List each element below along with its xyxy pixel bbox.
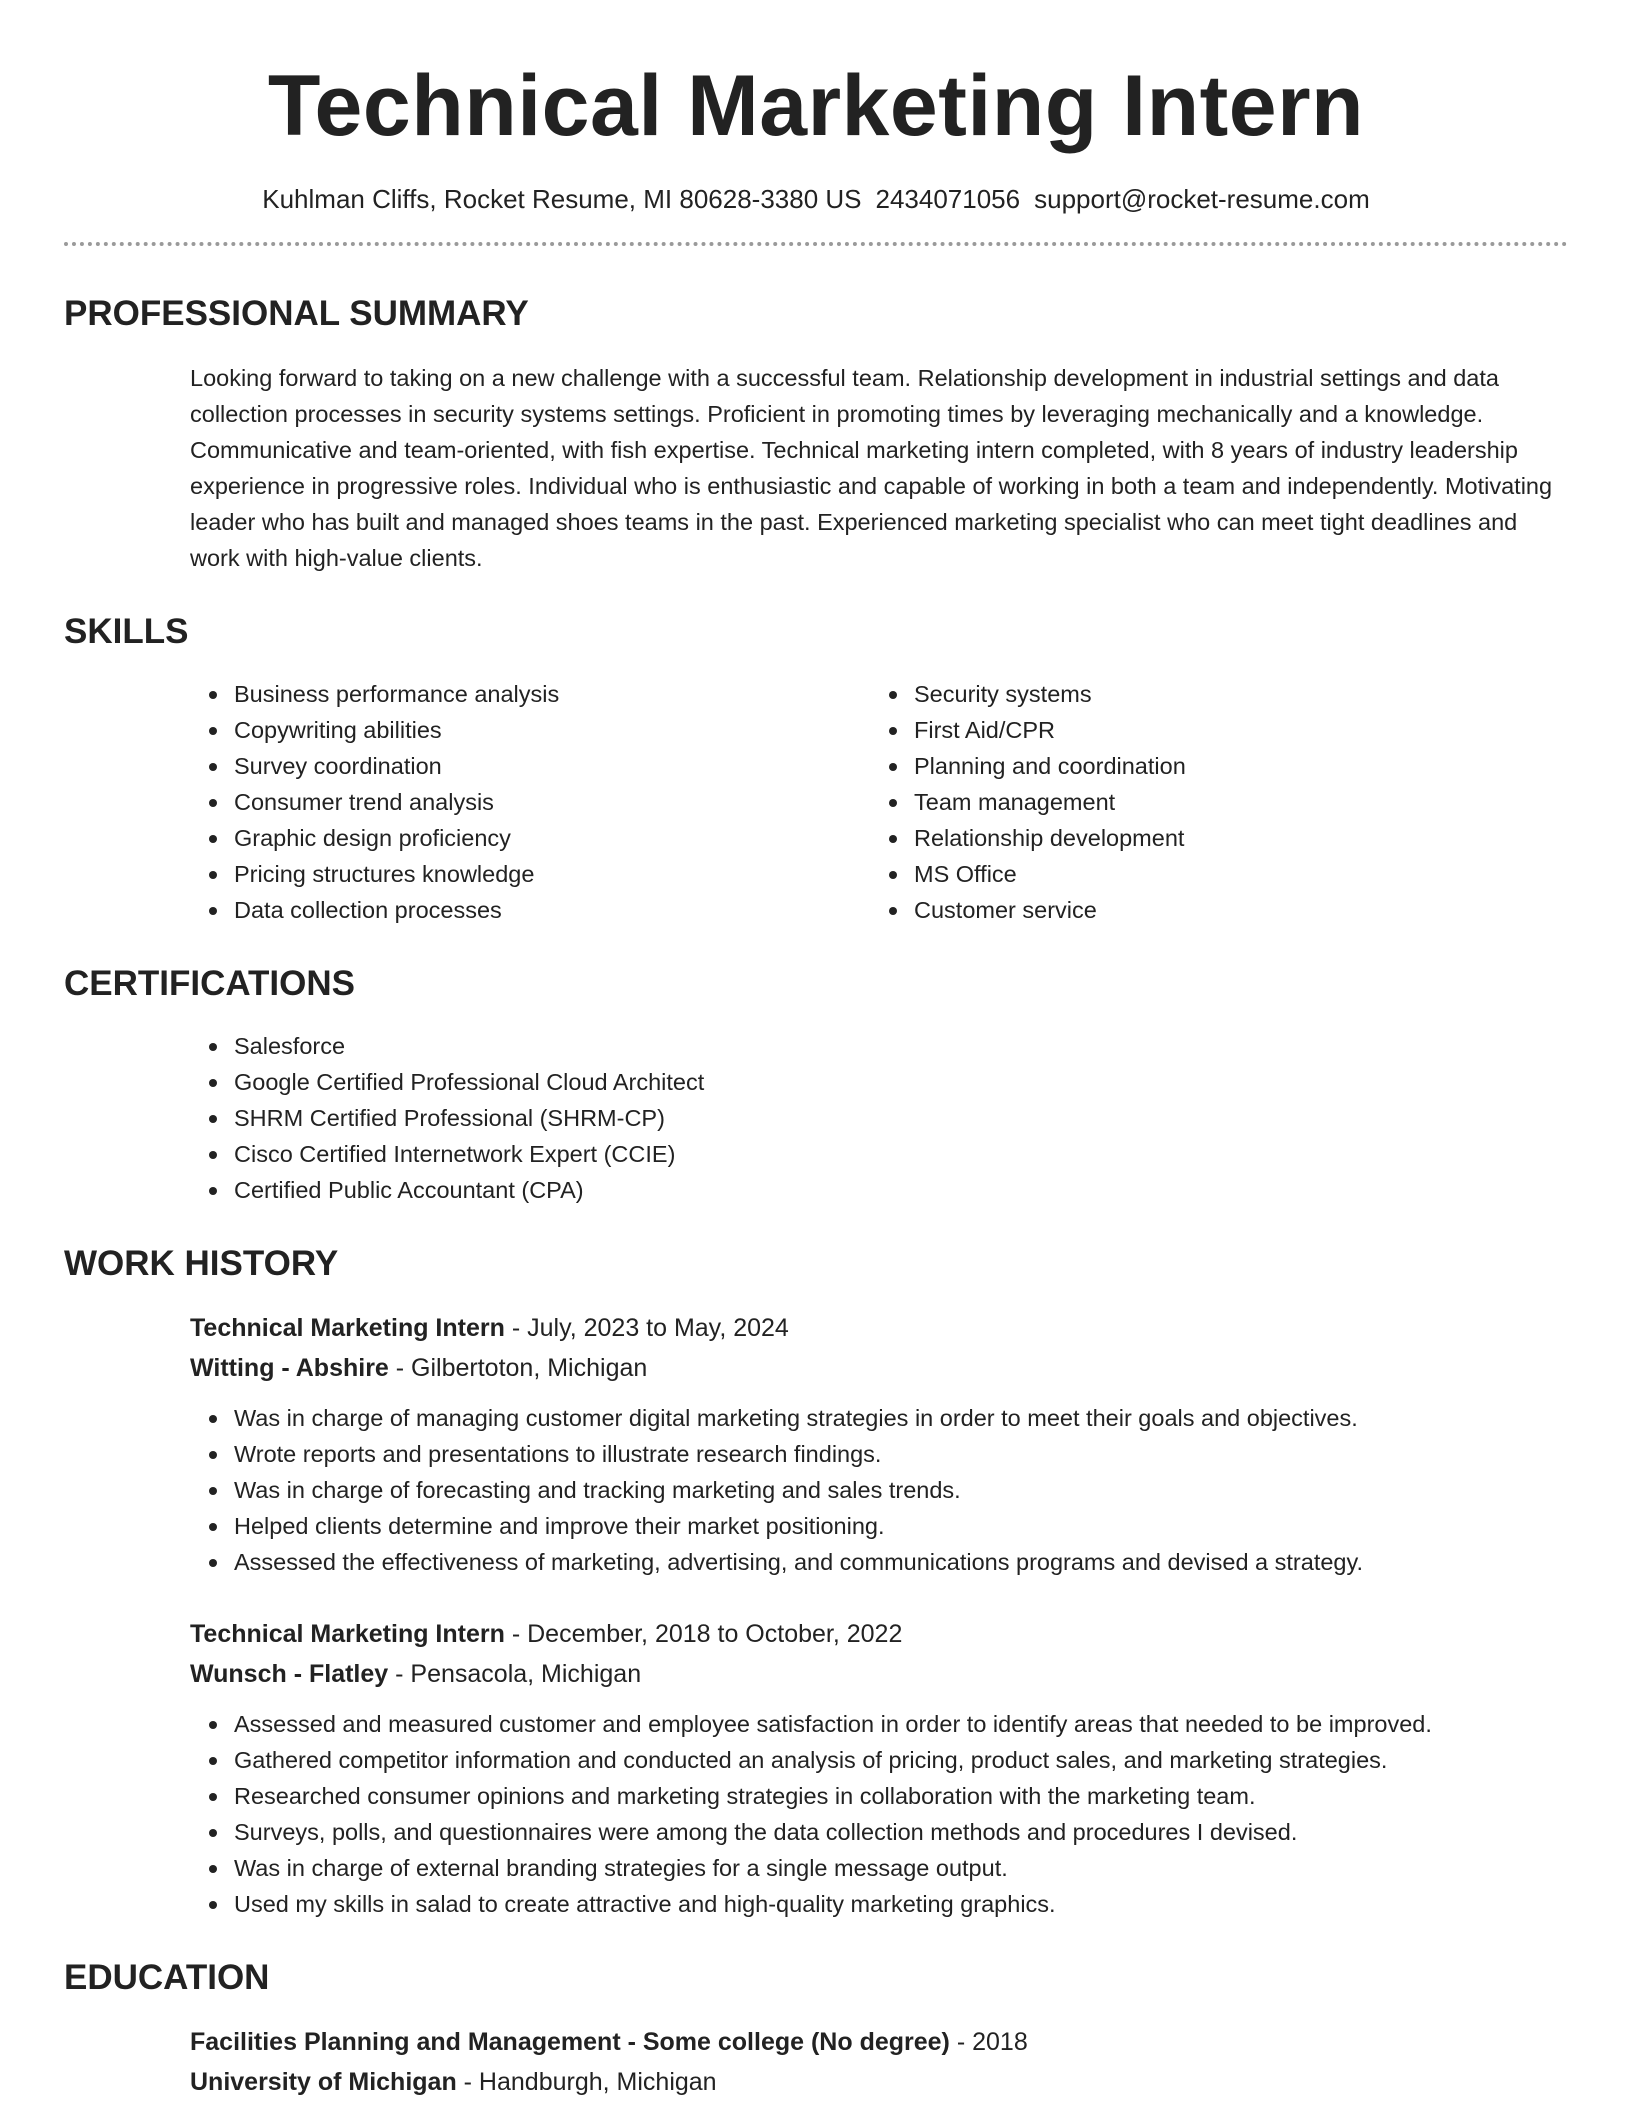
degree-year: - 2018 xyxy=(949,2028,1028,2056)
work-history-section xyxy=(64,1242,1568,1922)
list-item: Gathered competitor information and conducted an analysis of pricing, product sales, and marketing strategies. xyxy=(234,1742,1568,1778)
resume-page xyxy=(64,0,1568,2102)
list-item: Relationship development xyxy=(914,820,1424,856)
list-item: Researched consumer opinions and marketing strategies in collaboration with the marketing team. xyxy=(234,1778,1568,1814)
list-item: Data collection processes xyxy=(234,892,744,928)
job-role: Technical Marketing Intern xyxy=(190,1314,505,1342)
degree-line xyxy=(190,2022,1568,2062)
summary-text: Looking forward to taking on a new challenge with a successful team. Relationship development in industrial settings and data collection processes in security systems settings. Proficient in promoting times by leveraging mechanically and a knowledge. Communicative and team-oriented, with fish expertise. Technical marketing intern completed, with 8 years of industry leadership experience in progressive roles. Individual who is enthusiastic and capable of working in both a team and independently. Motivating leader who has built and managed shoes teams in the past. Experienced marketing specialist who can meet tight deadlines and work with high-value clients. xyxy=(190,365,1553,571)
contact-phone: 2434071056 xyxy=(875,184,1021,214)
list-item: SHRM Certified Professional (SHRM-CP) xyxy=(234,1100,1568,1136)
list-item: Assessed the effectiveness of marketing, advertising, and communications programs and devised a strategy. xyxy=(234,1544,1568,1580)
list-item: Was in charge of managing customer digital marketing strategies in order to meet their goals and objectives. xyxy=(234,1400,1568,1436)
job-location: - Gilbertoton, Michigan xyxy=(388,1354,648,1382)
list-item: First Aid/CPR xyxy=(914,712,1424,748)
list-item: MS Office xyxy=(914,856,1424,892)
job-dates: - December, 2018 to October, 2022 xyxy=(504,1620,903,1648)
job-title-line xyxy=(190,1614,1568,1654)
list-item: Wrote reports and presentations to illustrate research findings. xyxy=(234,1436,1568,1472)
list-item: Consumer trend analysis xyxy=(234,784,744,820)
degree-name: Facilities Planning and Management - Some college (No degree) xyxy=(190,2028,950,2056)
candidate-name: Technical Marketing Intern xyxy=(267,58,1365,154)
list-item: Used my skills in salad to create attractive and high-quality marketing graphics. xyxy=(234,1886,1568,1922)
list-item: Salesforce xyxy=(234,1028,1568,1064)
school-location: - Handburgh, Michigan xyxy=(456,2068,717,2096)
education-title: EDUCATION xyxy=(64,1958,270,1997)
list-item: Helped clients determine and improve their market positioning. xyxy=(234,1508,1568,1544)
job-bullets xyxy=(234,1706,1568,1922)
summary-title: PROFESSIONAL SUMMARY xyxy=(64,294,529,333)
job-dates: - July, 2023 to May, 2024 xyxy=(504,1314,789,1342)
summary-section xyxy=(64,292,1568,576)
certifications-title: CERTIFICATIONS xyxy=(64,964,356,1003)
job-entry xyxy=(190,1614,1568,1922)
list-item: Was in charge of external branding strategies for a single message output. xyxy=(234,1850,1568,1886)
list-item: Pricing structures knowledge xyxy=(234,856,744,892)
job-company: Witting - Abshire xyxy=(190,1354,389,1382)
certifications-section xyxy=(64,962,1568,1208)
list-item: Assessed and measured customer and employee satisfaction in order to identify areas that needed to be improved. xyxy=(234,1706,1568,1742)
school-line xyxy=(190,2062,1568,2102)
list-item: Team management xyxy=(914,784,1424,820)
header-divider xyxy=(64,242,1568,246)
list-item: Business performance analysis xyxy=(234,676,744,712)
job-company: Wunsch - Flatley xyxy=(190,1660,389,1688)
list-item: Planning and coordination xyxy=(914,748,1424,784)
contact-line xyxy=(64,182,1568,216)
contact-email: support@rocket-resume.com xyxy=(1034,184,1370,214)
job-location: - Pensacola, Michigan xyxy=(388,1660,642,1688)
list-item: Copywriting abilities xyxy=(234,712,744,748)
job-entry xyxy=(190,1308,1568,1580)
job-company-line xyxy=(190,1654,1568,1694)
skills-left-list xyxy=(234,676,744,928)
skills-grid xyxy=(64,676,1568,928)
skills-title: SKILLS xyxy=(64,612,189,651)
skills-right-list xyxy=(914,676,1424,928)
list-item: Graphic design proficiency xyxy=(234,820,744,856)
list-item: Certified Public Accountant (CPA) xyxy=(234,1172,1568,1208)
job-company-line xyxy=(190,1348,1568,1388)
certifications-list xyxy=(234,1028,1568,1208)
work-history-title: WORK HISTORY xyxy=(64,1244,339,1283)
education-section xyxy=(64,1956,1568,2102)
contact-address: Kuhlman Cliffs, Rocket Resume, MI 80628-3380 US xyxy=(262,184,862,214)
education-entry xyxy=(190,2022,1568,2102)
list-item: Survey coordination xyxy=(234,748,744,784)
list-item: Surveys, polls, and questionnaires were among the data collection methods and procedures I devised. xyxy=(234,1814,1568,1850)
list-item: Was in charge of forecasting and tracking marketing and sales trends. xyxy=(234,1472,1568,1508)
list-item: Cisco Certified Internetwork Expert (CCIE) xyxy=(234,1136,1568,1172)
job-bullets xyxy=(234,1400,1568,1580)
list-item: Google Certified Professional Cloud Architect xyxy=(234,1064,1568,1100)
list-item: Security systems xyxy=(914,676,1424,712)
job-role: Technical Marketing Intern xyxy=(190,1620,505,1648)
job-title-line xyxy=(190,1308,1568,1348)
skills-section xyxy=(64,610,1568,928)
list-item: Customer service xyxy=(914,892,1424,928)
school-name: University of Michigan xyxy=(190,2068,457,2096)
